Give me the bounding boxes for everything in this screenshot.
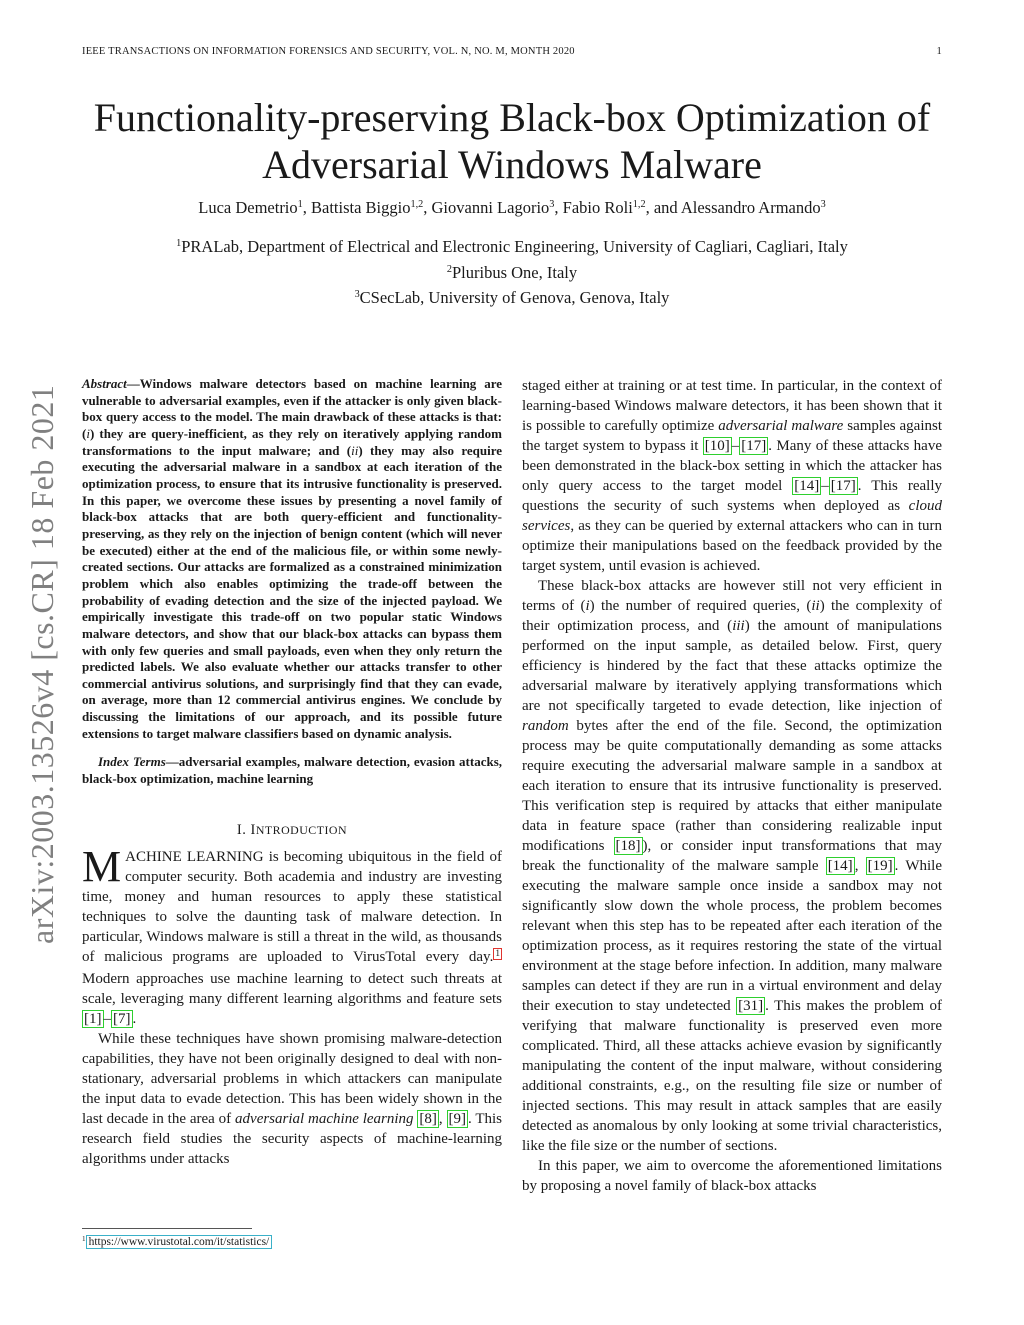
affiliation: $^3$CSecLab, University of Genova, Genova, Italy: [354, 288, 670, 307]
citation-link[interactable]: [14]: [794, 478, 820, 494]
abstract: Abstract—Windows malware detectors based on machine learning are vulnerable to adversarial examples, even if the attacker is only given black-box query access to the model. The main drawback of these attacks is that: (i) they are query-inefficient, as they rely on iteratively applying random transformations to the input malware; and (ii) they may also require executing the adversarial malware in a sandbox at each iteration of the optimization process, to ensure that its intrusive functionality is preserved. In this paper, we overcome these issues by presenting a novel family of black-box attacks that are both query-efficient and functionality-preserving, as they rely on the injection of benign content (which will never be executed) either at the end of the malicious file, or within some newly-created sections. Our attacks are formalized as a constrained minimization problem which also enables optimizing the trade-off between the probability of evading detection and the size of the injected payload. We empirically investigate this trade-off on two popular static Windows malware detectors, and show that our black-box attacks can bypass them with only few queries and small payloads, even when they only return the predicted labels. We also evaluate whether our attacks transfer to other commercial antivirus solutions, and surprisingly find that they can evade, on average, more than 12 commercial antivirus engines. We conclude by discussing the limitations of our approach, and its possible future extensions to target malware classifiers based on dynamic analysis.: [82, 376, 502, 741]
running-header: [82, 46, 942, 66]
author-affil-mark: 1,2: [410, 199, 424, 211]
citation-link[interactable]: [17]: [830, 478, 856, 494]
citation-link[interactable]: [8]: [419, 1110, 437, 1127]
page-number: 1: [936, 46, 942, 57]
footnote-divider: [82, 1228, 252, 1229]
affiliations: [40, 236, 984, 313]
author-name: Giovanni Lagorio: [431, 198, 550, 217]
author-affil-mark: 1,2: [632, 199, 646, 211]
paper-title: [40, 94, 984, 188]
intro-paragraph-5: In this paper, we aim to overcome the aforementioned limitations by proposing a novel family of black-box attacks: [522, 1158, 942, 1194]
intro-paragraph-1: MACHINE LEARNING is becoming ubiquitous in the field of computer security. Both academia and industry are investing time, money and human resources to apply these statistical techniques to solve the daunting task of malware detection. In particular, Windows malware is still a threat in the wild, as thousands of malicious programs are uploaded to VirusTotal every day. $^1$ Modern approaches use machine learning to detect such threats at scale, leveraging many different learning algorithms and feature sets [1] – [7] .: [82, 841, 502, 1027]
section-heading: I. INTRODUCTION: [236, 821, 348, 838]
left-column: [82, 376, 502, 1169]
citation-link[interactable]: [10]: [704, 438, 730, 454]
title-line-1: Functionality-preserving Black-box Optimization of: [93, 95, 931, 140]
footnote-link[interactable]: 1: [495, 948, 500, 959]
citation-link[interactable]: [31]: [738, 998, 764, 1014]
author-affil-mark: 1: [297, 199, 303, 211]
author-affil-mark: 3: [549, 199, 555, 211]
citation-link[interactable]: [19]: [867, 858, 893, 874]
index-terms-label: Index Terms: [98, 754, 166, 770]
intro-paragraph-3: staged either at training or at test time. In particular, in the context of learning-based Windows malware detectors, it has been shown that it is possible to carefully optimize adversarial malware samples against the target system to bypass it [10] – [17] . Many of these attacks have been demonstrated in the black-box setting in which the attacker has only query access to the target model [14] – [17] . This really questions the security of such systems when deployed as cloud services, as they can be queried by external attackers who can in turn optimize their manipulations based on the feedback provided by the target system, until evasion is achieved.: [522, 378, 943, 574]
index-terms: Index Terms—adversarial examples, malware detection, evasion attacks, black-box optimization, machine learning: [82, 754, 503, 787]
author-name: Luca Demetrio: [198, 198, 298, 217]
citation-link[interactable]: [18]: [615, 838, 641, 854]
arxiv-stamp: [24, 350, 80, 950]
arxiv-identifier: arXiv:2003.13526v4 [cs.CR] 18 Feb 2021: [24, 384, 60, 944]
footnote-url-link[interactable]: https://www.virustotal.com/it/statistics/: [86, 1235, 273, 1249]
citation-link[interactable]: [1]: [84, 1010, 102, 1027]
citation-link[interactable]: [9]: [448, 1110, 467, 1127]
affiliation: $^1$PRALab, Department of Electrical and Electronic Engineering, University of Cagliari, Cagliari, Italy: [176, 237, 848, 256]
citation-link[interactable]: [14]: [827, 858, 853, 874]
footnote: [82, 1236, 272, 1248]
author-affil-mark: 3: [820, 199, 826, 211]
citation-link[interactable]: [17]: [741, 438, 767, 454]
citation-link[interactable]: [7]: [113, 1010, 131, 1027]
affiliation: $^2$Pluribus One, Italy: [446, 262, 578, 282]
right-column: [522, 376, 942, 1196]
intro-paragraph-4: These black-box attacks are however still not very efficient in terms of (i) the number of required queries, (ii) the complexity of their optimization process, and (iii) the amount of manipulations performed on the input sample, as detailed below. First, query efficiency is hindered by the fact that these attacks optimize the adversarial malware by iteratively applying transformations which are not specifically targeted to evade detection, like injection of random bytes after the end of the file. Second, the optimization process may be quite computationally demanding as some attacks require executing the adversarial malware sample in a sandbox at each iteration to ensure that its intrusive functionality is preserved. This verification step is required by attacks that either manipulate data in feature space (rather than considering realizable input modifications [18] ), or consider input transformations that may break the functionality of the malware sample [14] , [19] . While executing the malware sample once inside a sandbox may not significantly slow down the whole process, the problem becomes relevant when this step has to be repeated after each iteration of the optimization process, as it requires restoring the state of the virtual environment at the stage before infection. In addition, many malware samples can detect if they are run in a virtual environment and delay their execution to stay undetected [31] . This makes the problem of verifying that malware functionality is preserved even more complicated. Third, all these attacks achieve evasion by significantly manipulating the content of the input malware, without considering additional constraints, e.g., on the resulting file size or number of injected sections. This may result in attack samples that are easily detected as anomalous by only looking at some trivial characteristics, like the file size or the number of sections.: [522, 578, 942, 1154]
title-line-2: Adversarial Windows Malware: [262, 142, 762, 187]
author-name: Alessandro Armando: [680, 198, 821, 217]
abstract-label: Abstract: [82, 376, 127, 391]
intro-paragraph-2: While these techniques have shown promising malware-detection capabilities, they have not been originally designed to deal with non-stationary, adversarial problems in which attackers can manipulate the input data to evade detection. This has been widely shown in the last decade in the area of adversarial machine learning [8] , [9] . This research field studies the security aspects of machine-learning algorithms under attacks: [82, 1030, 503, 1167]
author-name: Battista Biggio: [311, 198, 411, 217]
footnote-mark: 1: [82, 1235, 86, 1244]
journal-header: IEEE TRANSACTIONS ON INFORMATION FORENSICS AND SECURITY, VOL. N, NO. M, MONTH 2020: [82, 46, 575, 57]
drop-cap: M: [82, 841, 122, 891]
author-list: Luca Demetrio$^1$, Battista Biggio$^{1,2}$, Giovanni Lagorio$^3$, Fabio Roli$^{1,2}$, and Alessandro Armando$^3$: [198, 198, 826, 217]
author-name: Fabio Roli: [562, 198, 633, 217]
